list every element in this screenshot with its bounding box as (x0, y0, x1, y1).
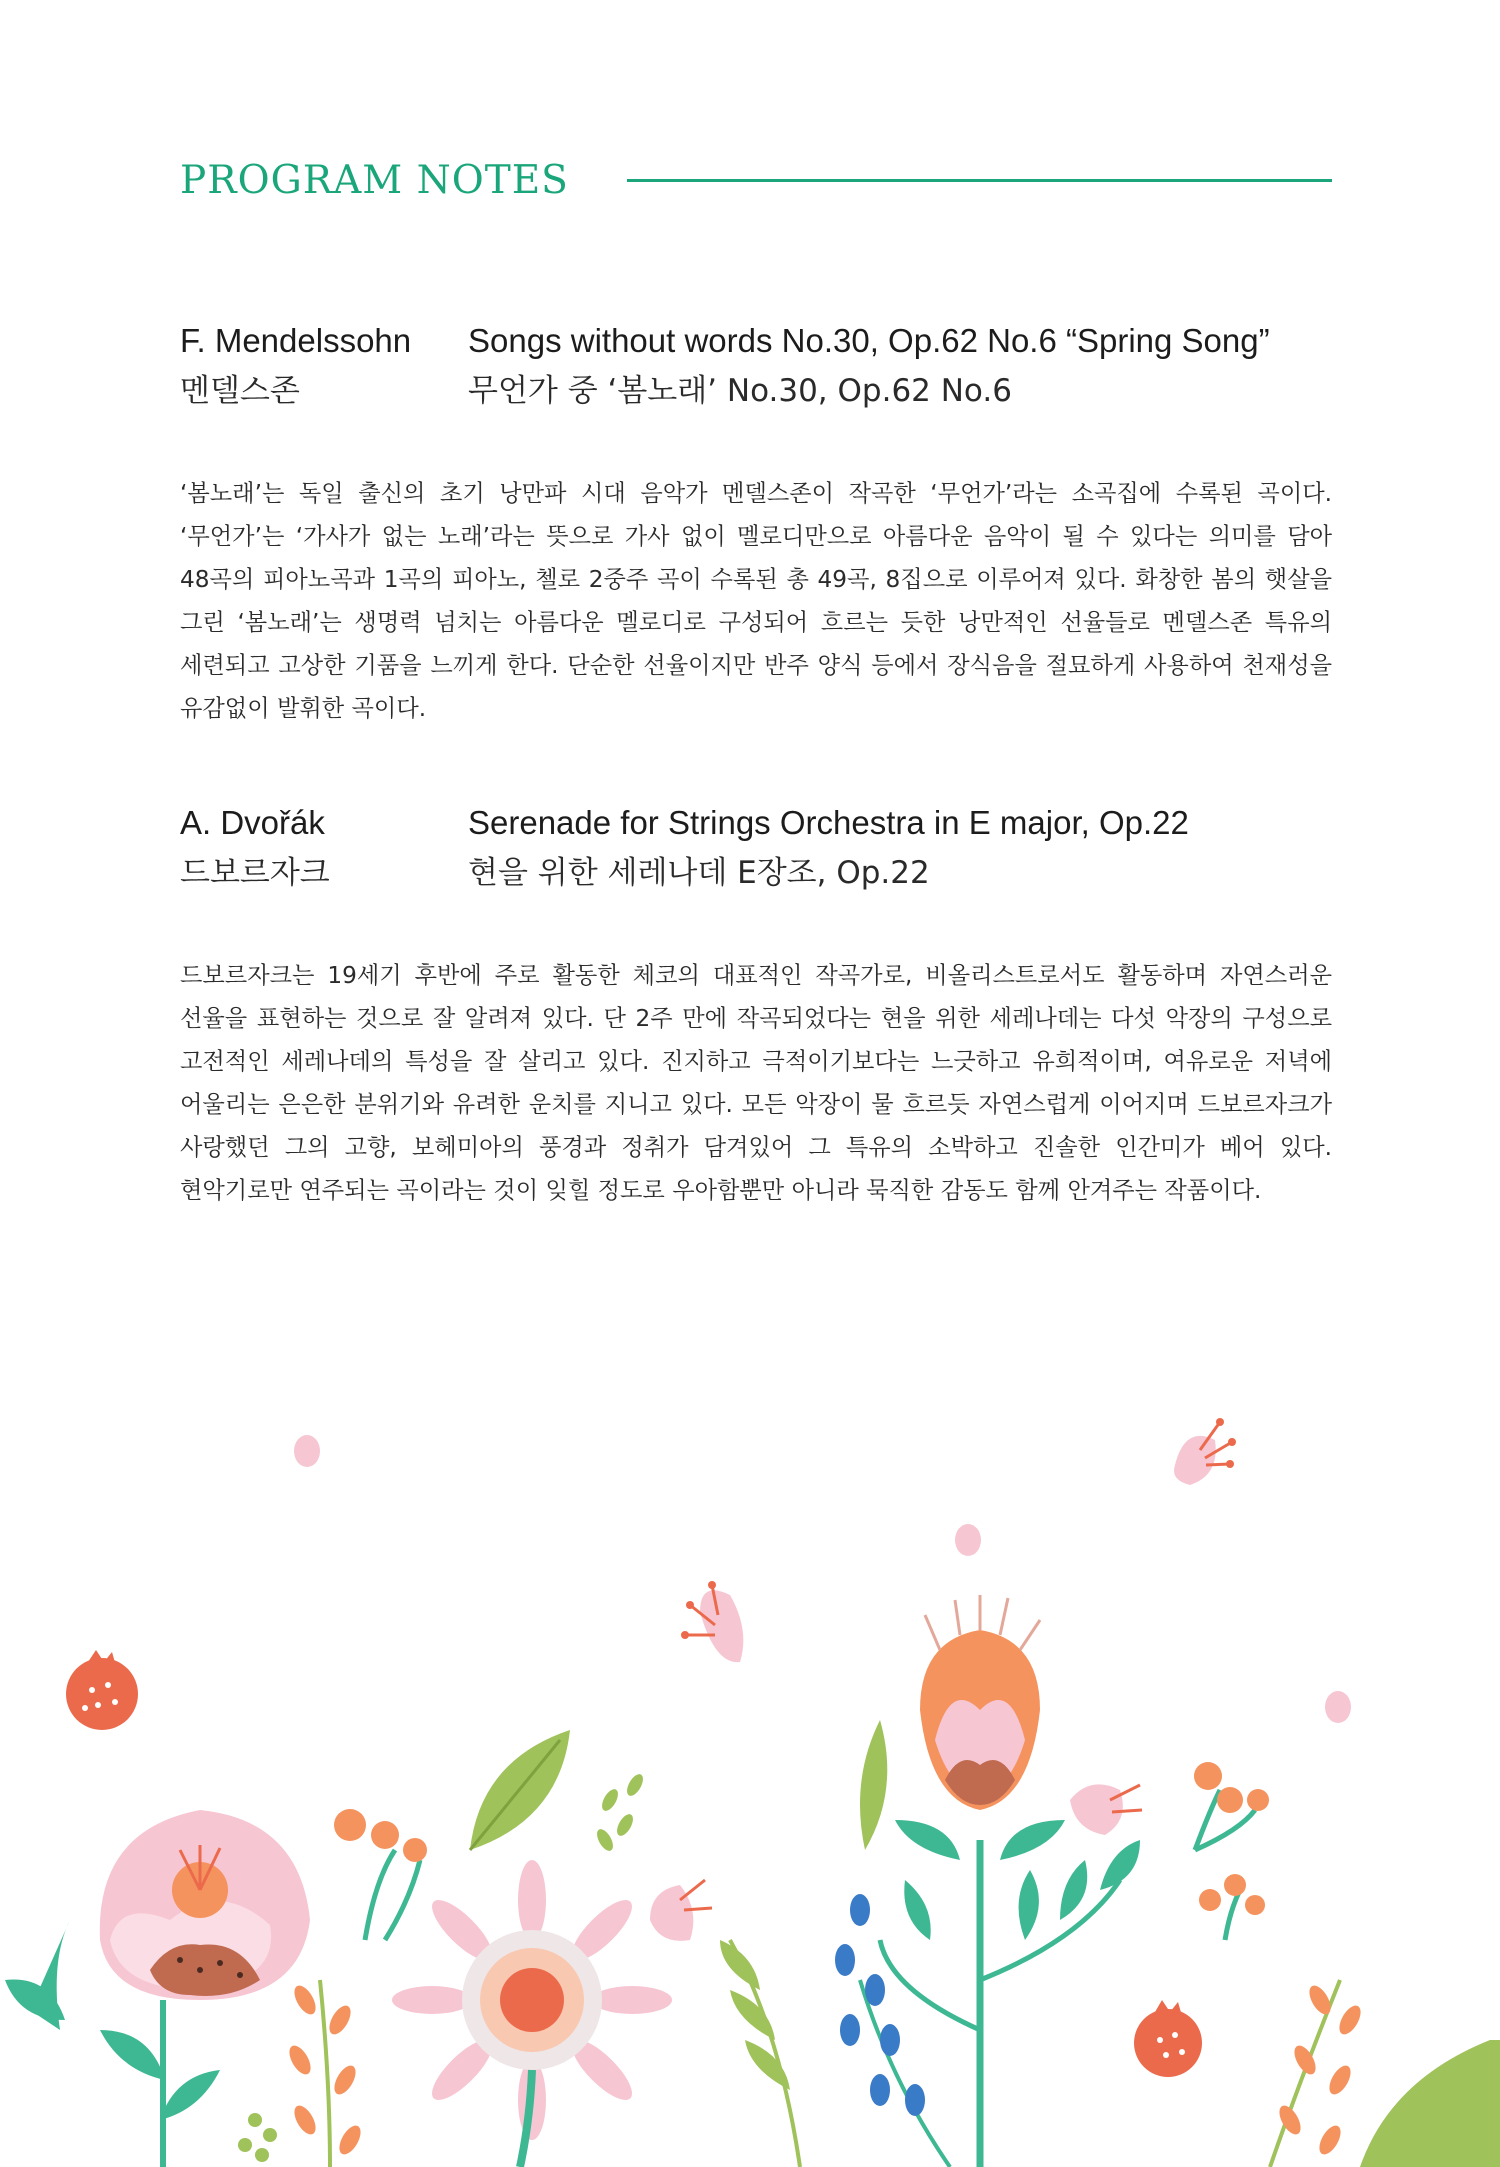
small-pink-flower-icon (650, 1880, 712, 1941)
blueberry-branch-icon (835, 1894, 950, 2167)
composer-name-en: A. Dvořák (180, 804, 325, 841)
pink-petal-icon (955, 1524, 981, 1556)
piece-heading (180, 800, 1332, 900)
work-title-en: Songs without words No.30, Op.62 No.6 “Spring Song” (468, 322, 1270, 359)
small-pink-flower-icon (1070, 1784, 1142, 1835)
work-title-ko: 현을 위한 세레나데 E장조, Op.22 (468, 855, 930, 891)
bud-sprig-icon (1199, 1874, 1265, 1940)
pink-daisy-icon (392, 1860, 672, 2167)
orange-tulip-flower-icon (880, 1595, 1140, 2167)
floral-illustration (0, 1380, 1500, 2167)
leaf-icon (1360, 2040, 1500, 2167)
bud-sprig-icon (1194, 1762, 1269, 1850)
bud-sprig-icon (334, 1809, 427, 1940)
composer-name-ko: 멘델스존 (180, 373, 300, 409)
small-pink-flower-icon (681, 1581, 743, 1662)
orange-leaf-branch-icon (285, 1980, 365, 2167)
pink-peony-icon (5, 1810, 310, 2167)
piece-description: 드보르자크는 19세기 후반에 주로 활동한 체코의 대표적인 작곡가로, 비올리스트로서도 활동하며 자연스러운 선율을 표현하는 것으로 잘 알려져 있다. 단 2주 만에 작곡되었다는 현을 위한 세레나데는 다섯 악장의 구성으로 고전적인 세레나데의 특성을 잘 살리고 있다. 진지하고 극적이기보다는 느긋하고 유희적이며, 여유로운 저녁에 어울리는 은은한 분위기와 유려한 운치를 지니고 있다. 모든 악장이 물 흐르듯 자연스럽게 이어지며 드보르자크가 사랑했던 그의 고향, 보헤미아의 풍경과 정취가 담겨있어 그 특유의 소박하고 진솔한 인간미가 베어 있다. 현악기로만 연주되는 곡이라는 것이 잊힐 정도로 우아함뿐만 아니라 묵직한 감동도 함께 안겨주는 작품이다. (180, 962, 1332, 1204)
work-title-en: Serenade for Strings Orchestra in E major, Op.22 (468, 804, 1189, 841)
header-divider (627, 179, 1332, 182)
leaf-cluster-icon (238, 2113, 277, 2162)
piece-heading (180, 318, 1332, 418)
pink-petal-icon (1325, 1691, 1351, 1723)
orange-leaf-branch-icon (1270, 1980, 1365, 2167)
piece-mendelssohn (180, 318, 1332, 730)
program-notes-header (180, 150, 1332, 210)
composer-name-en: F. Mendelssohn (180, 322, 412, 359)
work-title-ko: 무언가 중 ‘봄노래’ No.30, Op.62 No.6 (468, 373, 1012, 409)
leaf-icon (470, 1730, 570, 1850)
small-pink-flower-icon (1174, 1418, 1236, 1485)
berry-icon (66, 1650, 138, 1730)
piece-description: ‘봄노래’는 독일 출신의 초기 낭만파 시대 음악가 멘델스존이 작곡한 ‘무언가’라는 소곡집에 수록된 곡이다. ‘무언가’는 ‘가사가 없는 노래’라는 뜻으로 가사 없이 멜로디만으로 아름다운 음악이 될 수 있다는 의미를 담아 48곡의 피아노곡과 1곡의 피아노, 첼로 2중주 곡이 수록된 총 49곡, 8집으로 이루어져 있다. 화창한 봄의 햇살을 그린 ‘봄노래’는 생명력 넘치는 아름다운 멜로디로 구성되어 흐르는 듯한 낭만적인 선율들로 멘델스존 특유의 세련되고 고상한 기품을 느끼게 한다. 단순한 선율이지만 반주 양식 등에서 장식음을 절묘하게 사용하여 천재성을 유감없이 발휘한 곡이다. (180, 480, 1332, 722)
pink-petal-icon (294, 1435, 320, 1467)
composer-name-ko: 드보르자크 (180, 855, 330, 891)
fern-icon (720, 1940, 800, 2167)
berry-icon (1134, 2000, 1202, 2077)
leaf-icon (860, 1720, 887, 1850)
page-title: PROGRAM NOTES (180, 157, 569, 203)
leaf-cluster-icon (594, 1772, 646, 1854)
piece-dvorak (180, 800, 1332, 1212)
